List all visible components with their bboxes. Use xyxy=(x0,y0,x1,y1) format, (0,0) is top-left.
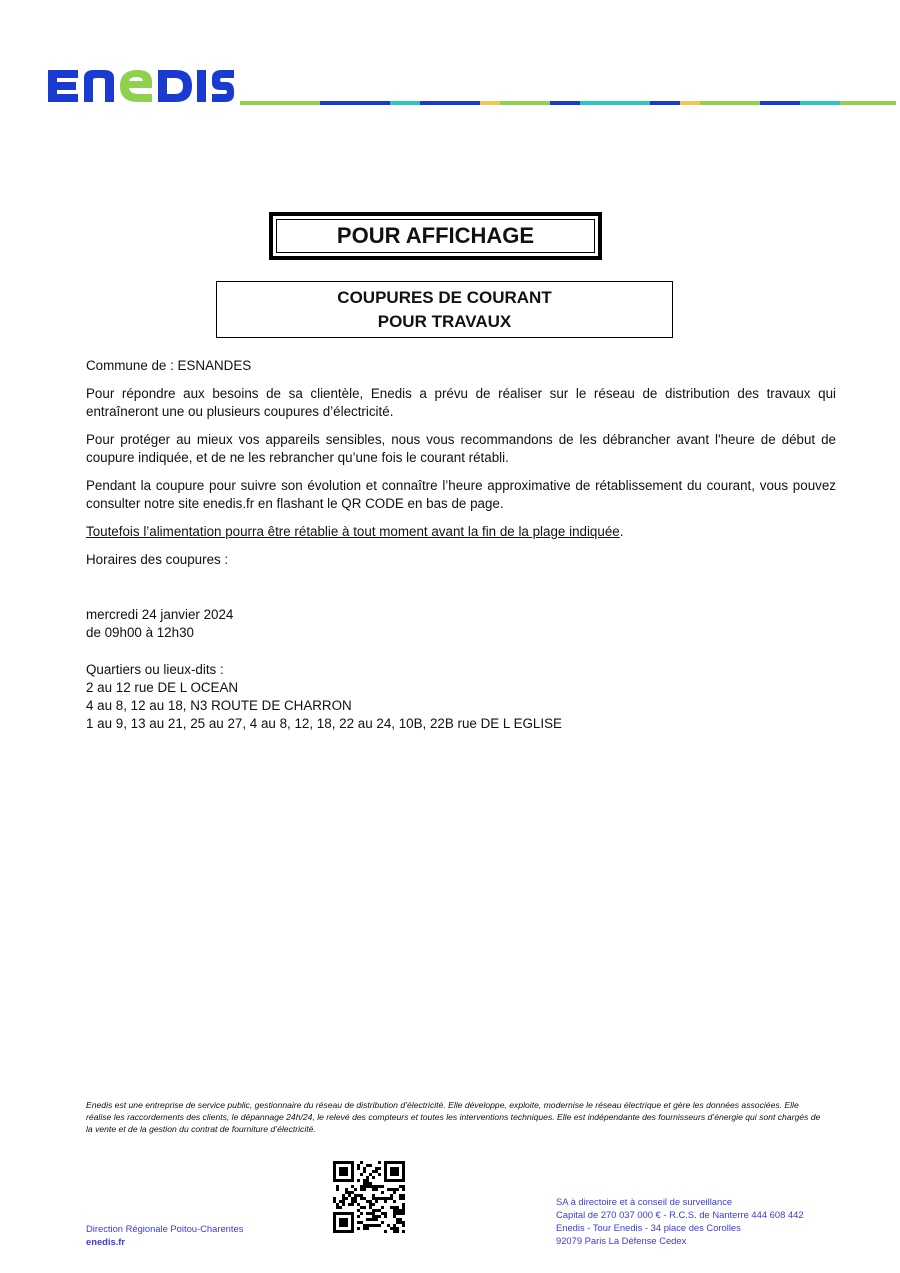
enedis-logo xyxy=(44,64,234,116)
company-line: 92079 Paris La Défense Cedex xyxy=(556,1235,687,1246)
paragraph-1: Pour répondre aux besoins de sa clientèle, Enedis a prévu de réaliser sur le réseau de distribution des travaux qui entraîneront une ou plusieurs coupures d’électricité. xyxy=(86,386,836,419)
warning-underlined: Toutefois l’alimentation pourra être rétablie à tout moment avant la fin de la plage indiquée xyxy=(86,524,620,539)
areas xyxy=(86,661,836,733)
qr-code-graphic xyxy=(333,1161,405,1233)
paragraph-3: Pendant la coupure pour suivre son évolution et connaître l’heure approximative de rétablissement du courant, vous pouvez consulter notre site enedis.fr en flashant le QR CODE en bas de page. xyxy=(86,478,836,511)
display-title-box xyxy=(269,212,602,260)
company-line: Capital de 270 037 000 € - R.C.S. de Nanterre 444 608 442 xyxy=(556,1209,804,1220)
website-link[interactable]: enedis.fr xyxy=(86,1236,126,1247)
schedule xyxy=(86,606,836,642)
display-title: POUR AFFICHAGE xyxy=(276,219,595,253)
commune: Commune de : ESNANDES xyxy=(86,358,252,373)
warning-note xyxy=(86,523,836,541)
paragraph-2: Pour protéger au mieux vos appareils sensibles, nous vous recommandons de les débrancher avant l'heure de début de coupure indiquée, et de ne les rebrancher qu’une fois le courant rétabli. xyxy=(86,432,836,465)
legal-note: Enedis est une entreprise de service public, gestionnaire du réseau de distribution d’électricité. Elle développe, exploite, modernise le réseau électrique et gère les données associées. Elle réalise les raccordements des clients, le dépannage 24h/24, le relevé des compteurs et toutes les interventions techniques. Elle est indépendante des fournisseurs d’énergie qui sont chargés de la vente et de la gestion du contrat de fourniture d’électricité. xyxy=(86,1100,821,1134)
company-line: SA à directoire et à conseil de surveillance xyxy=(556,1196,733,1207)
schedule-time: de 09h00 à 12h30 xyxy=(86,625,194,640)
area-item: 2 au 12 rue DE L OCEAN xyxy=(86,680,239,695)
warning-end: . xyxy=(619,524,624,539)
qr-code[interactable] xyxy=(333,1161,405,1233)
schedule-label: Horaires des coupures : xyxy=(86,552,229,567)
areas-label: Quartiers ou lieux-dits : xyxy=(86,662,224,677)
direction-name: Direction Régionale Poitou-Charentes xyxy=(86,1223,244,1234)
area-item: 4 au 8, 12 au 18, N3 ROUTE DE CHARRON xyxy=(86,698,352,713)
header-decorative-line xyxy=(240,101,896,105)
company-line: Enedis - Tour Enedis - 34 place des Corolles xyxy=(556,1222,741,1233)
area-item: 1 au 9, 13 au 21, 25 au 27, 4 au 8, 12, 18, 22 au 24, 10B, 22B rue DE L EGLISE xyxy=(86,716,562,731)
subtitle-line1: COUPURES DE COURANT xyxy=(337,288,552,307)
schedule-date: mercredi 24 janvier 2024 xyxy=(86,607,234,622)
enedis-logo-mark xyxy=(44,64,234,108)
footer-left xyxy=(86,1222,243,1248)
company-info xyxy=(556,1195,804,1247)
subtitle-box xyxy=(216,281,673,338)
subtitle-line2: POUR TRAVAUX xyxy=(377,312,512,331)
